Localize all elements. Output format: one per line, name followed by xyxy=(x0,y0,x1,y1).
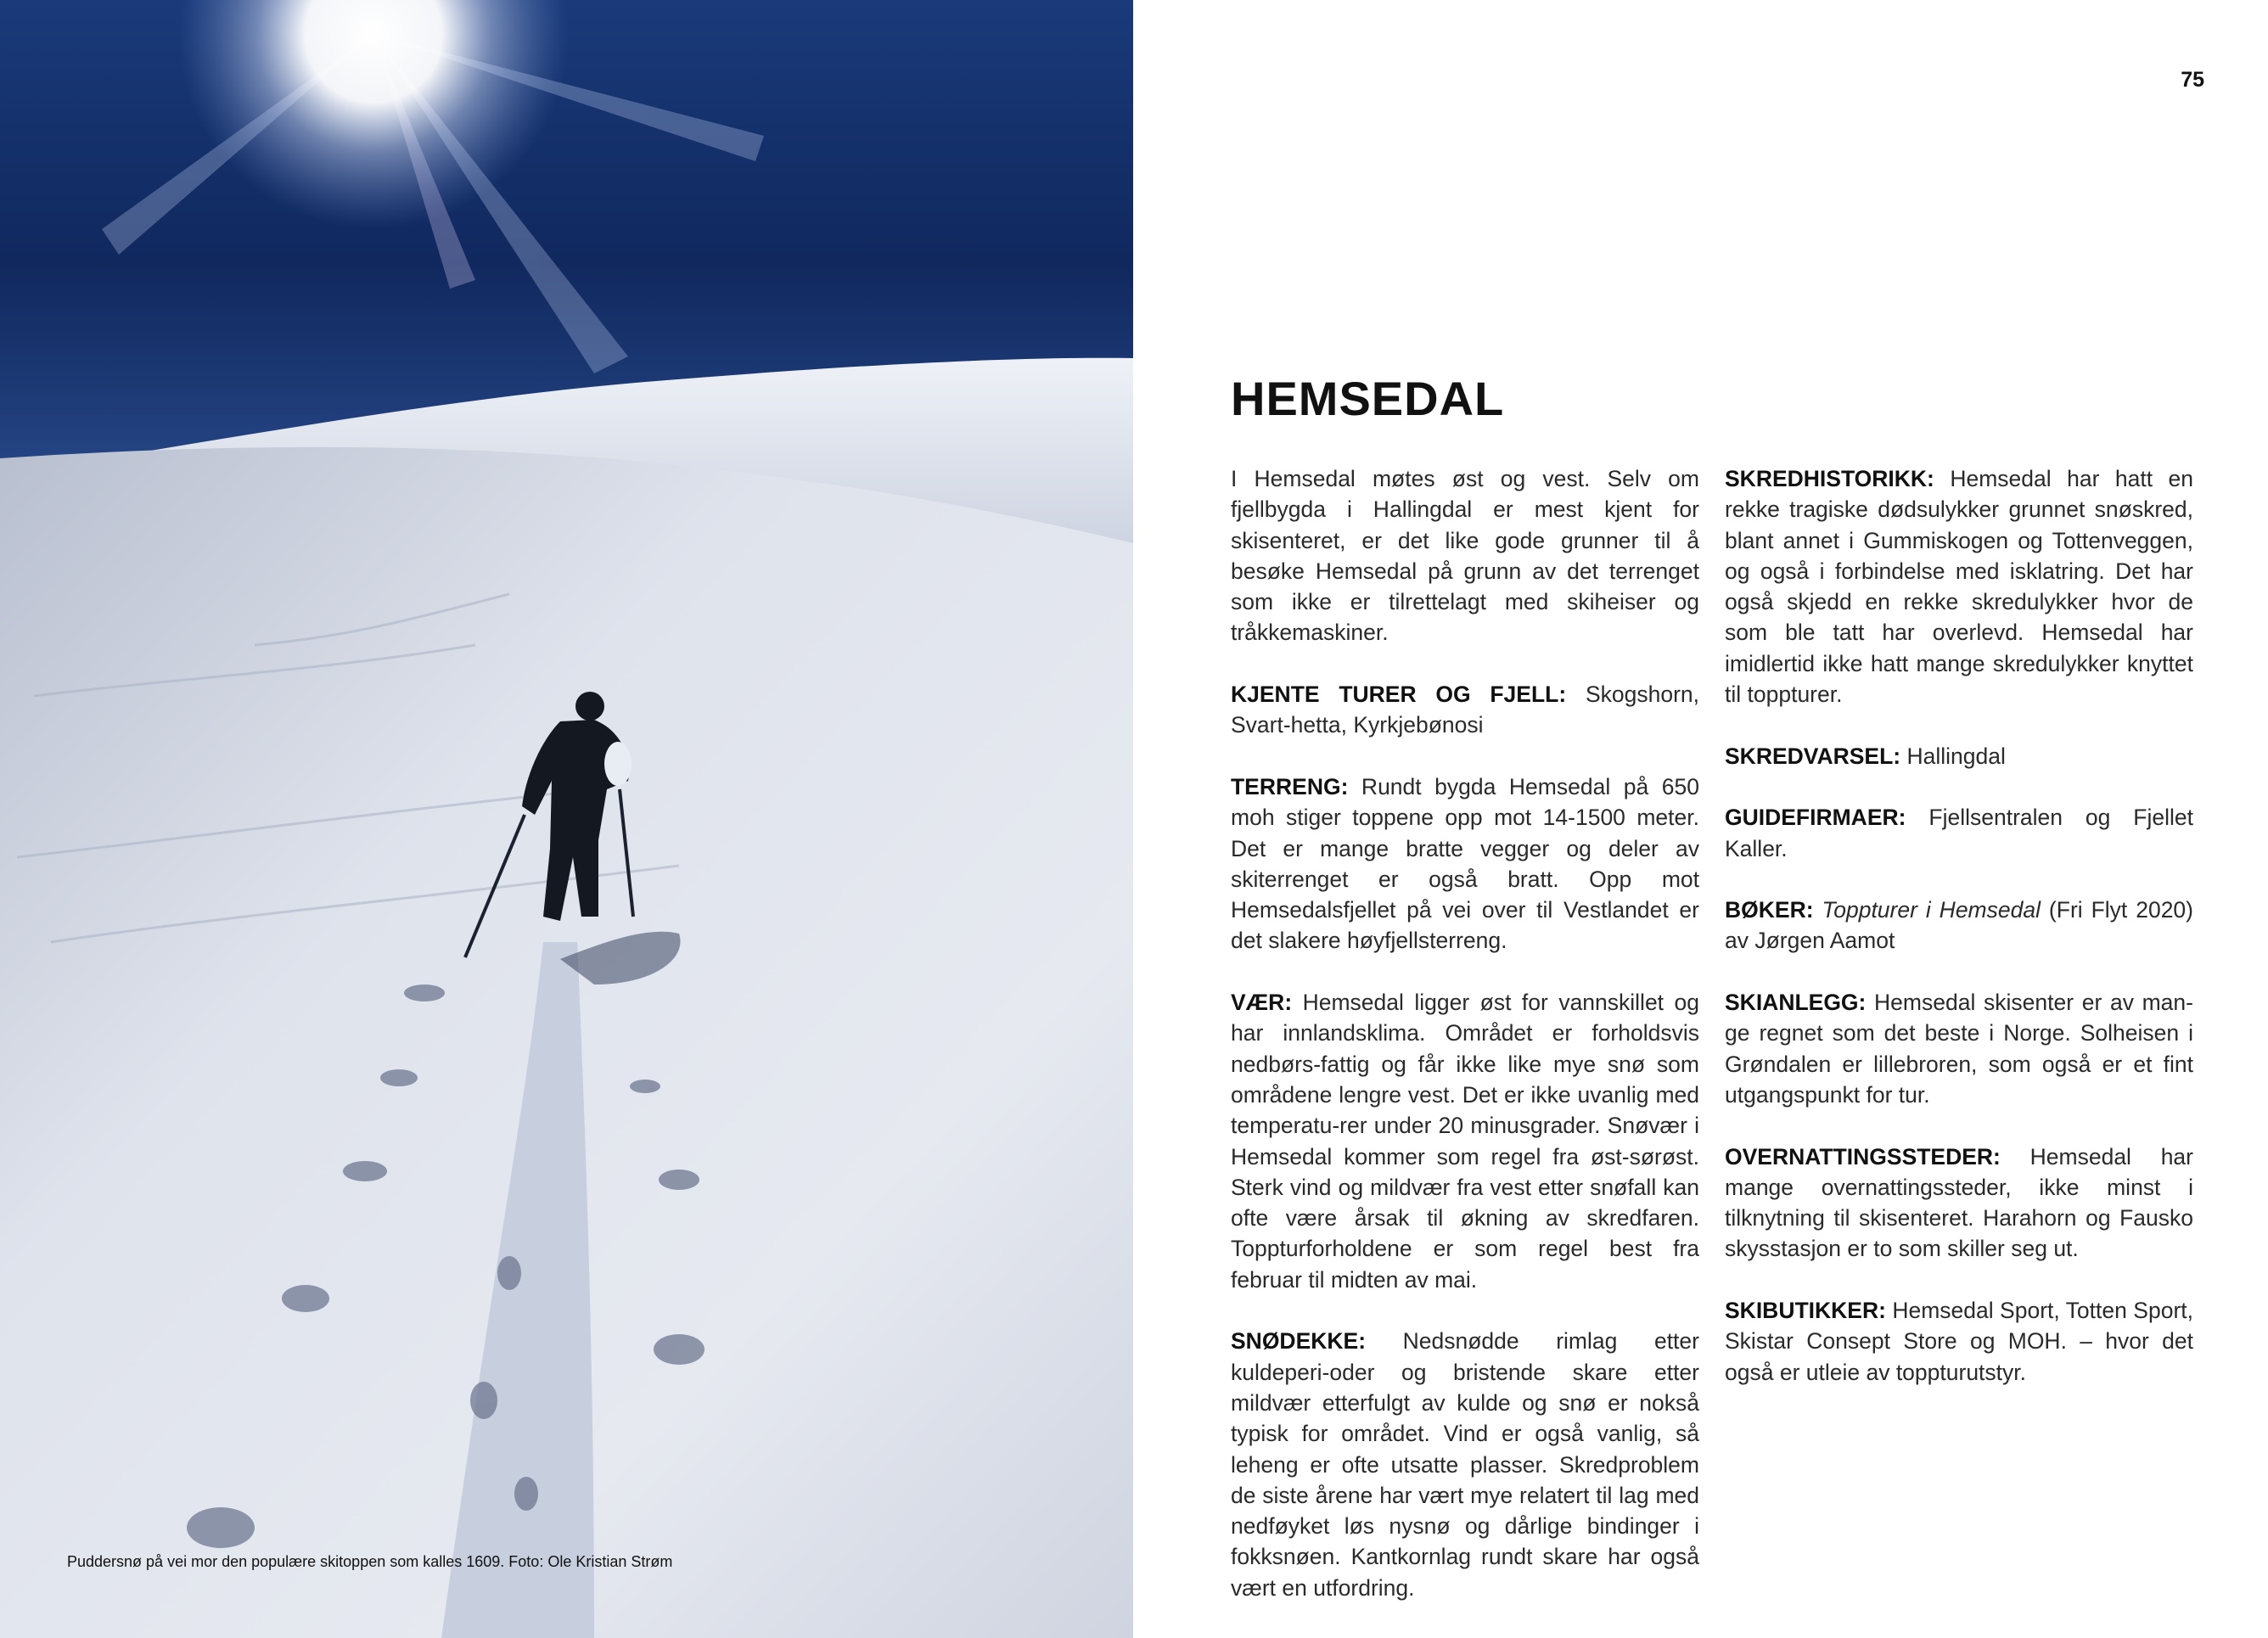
section-text: Fjellsentralen og Fjellet Kaller. xyxy=(1725,805,2193,861)
page-number: 75 xyxy=(2181,68,2204,92)
intro-paragraph: I Hemsedal møtes øst og vest. Selv om fjellbygda i Hallingdal er mest kjent for skisenteret, er det like gode grunner til å besøke Hemsedal på grunn av det terrenget som ikke er tilrettelagt med skiheiser og tråkkemaskiner. xyxy=(1231,466,1699,646)
section-skredvarsel xyxy=(1725,741,2193,771)
page-title: HEMSEDAL xyxy=(1231,372,1505,425)
section-kjente-turer xyxy=(1231,679,1699,741)
photo-panel xyxy=(0,0,1133,1638)
section-label: SKREDHISTORIKK: xyxy=(1725,466,1934,491)
section-snodekke xyxy=(1231,1326,1699,1603)
section-overnatting xyxy=(1725,1142,2193,1265)
section-label: SKIBUTIKKER: xyxy=(1725,1298,1886,1324)
section-text: (Fri Flyt 2020) av Jørgen Aamot xyxy=(1725,897,2193,954)
section-skibutikker xyxy=(1725,1295,2193,1388)
section-label: KJENTE TURER OG FJELL: xyxy=(1231,682,1567,708)
section-text: Hemsedal ligger øst for vannskillet og har innlandsklima. Området er forholdsvis nedbørs-fattig og får ikke like mye snø som områdene lengre vest. Det er ikke uvanlig med temperatu-rer under 20 minusgrader. Snøvær i Hemsedal kommer som regel fra øst-sørøst. Sterk vind og mildvær fra vest etter snøfall kan ofte være årsak til økning av skredfaren. Toppturforholdene er som regel best fra februar til midten av mai. xyxy=(1231,990,1699,1293)
section-label: SKREDVARSEL: xyxy=(1725,743,1901,769)
section-text: Hallingdal xyxy=(1900,743,2006,769)
section-label: SKIANLEGG: xyxy=(1725,990,1867,1016)
section-text: Hemsedal har hatt en rekke tragiske dødsulykker grunnet snøskred, blant annet i Gummiskogen og Tottenveggen, og også i forbindelse med isklatring. Det har også skjedd en rekke skredulykker hvor de som ble tatt har overlevd. Hemsedal har imidlertid ikke hatt mange skredulykker knyttet til toppturer. xyxy=(1725,466,2193,708)
section-skianlegg xyxy=(1725,987,2193,1110)
photo-caption: Puddersnø på vei mor den populære skitoppen som kalles 1609. Foto: Ole Kristian Strøm xyxy=(67,1553,673,1570)
section-label: SNØDEKKE: xyxy=(1231,1328,1367,1355)
section-label: TERRENG: xyxy=(1231,773,1349,799)
ski-touring-photo xyxy=(0,0,1133,1638)
section-text: Rundt bygda Hemsedal på 650 moh stiger toppene opp mot 14-1500 meter. Det er mange bratte vegger og deler av skiterrenget er også bratt. Opp mot Hemsedalsfjellet på vei over til Vestlandet er det slakere høyfjellsterreng. xyxy=(1231,773,1699,954)
section-text: Hemsedal har mange overnattingssteder, ikke minst i tilknytning til skisenteret. Harahorn og Fausko skysstasjon er to som skiller seg ut. xyxy=(1725,1143,2193,1262)
section-boker xyxy=(1725,895,2193,956)
section-text: Skogshorn, Svart-hetta, Kyrkjebønosi xyxy=(1231,682,1699,738)
section-text: Hemsedal skisenter er av man-ge regnet som det beste i Norge. Solheisen i Grøndalen er lillebroren, som også er et fint utgangspunkt for tur. xyxy=(1725,990,2193,1108)
section-vaer xyxy=(1231,987,1699,1295)
section-skredhistorikk xyxy=(1725,463,2193,710)
section-text: Hemsedal Sport, Totten Sport, Skistar Consept Store og MOH. – hvor det også er utleie av toppturutstyr. xyxy=(1725,1298,2193,1385)
text-column-right xyxy=(1725,463,2193,1418)
section-label: BØKER: xyxy=(1725,897,1814,923)
section-terreng xyxy=(1231,771,1699,956)
section-label: VÆR: xyxy=(1231,990,1293,1016)
section-text: Nedsnødde rimlag etter kuldeperi-oder og bristende skare etter mildvær etterfulgt av kulde og snø er nokså typisk for området. Vind er også vanlig, så leheng er ofte utsatte plasser. Skredproblem de siste årene har vært mye relatert til lag med nedføyket løs nysnø og dårlige bindinger i fokksnøen. Kantkornlag rundt skare har også vært en utfordring. xyxy=(1231,1328,1699,1601)
text-column-left xyxy=(1231,463,1699,1634)
book-title: Toppturer i Hemsedal xyxy=(1822,897,2041,923)
section-label: GUIDEFIRMAER: xyxy=(1725,805,1906,831)
section-label: OVERNATTINGSSTEDER: xyxy=(1725,1143,2001,1170)
section-guidefirmaer xyxy=(1725,802,2193,864)
